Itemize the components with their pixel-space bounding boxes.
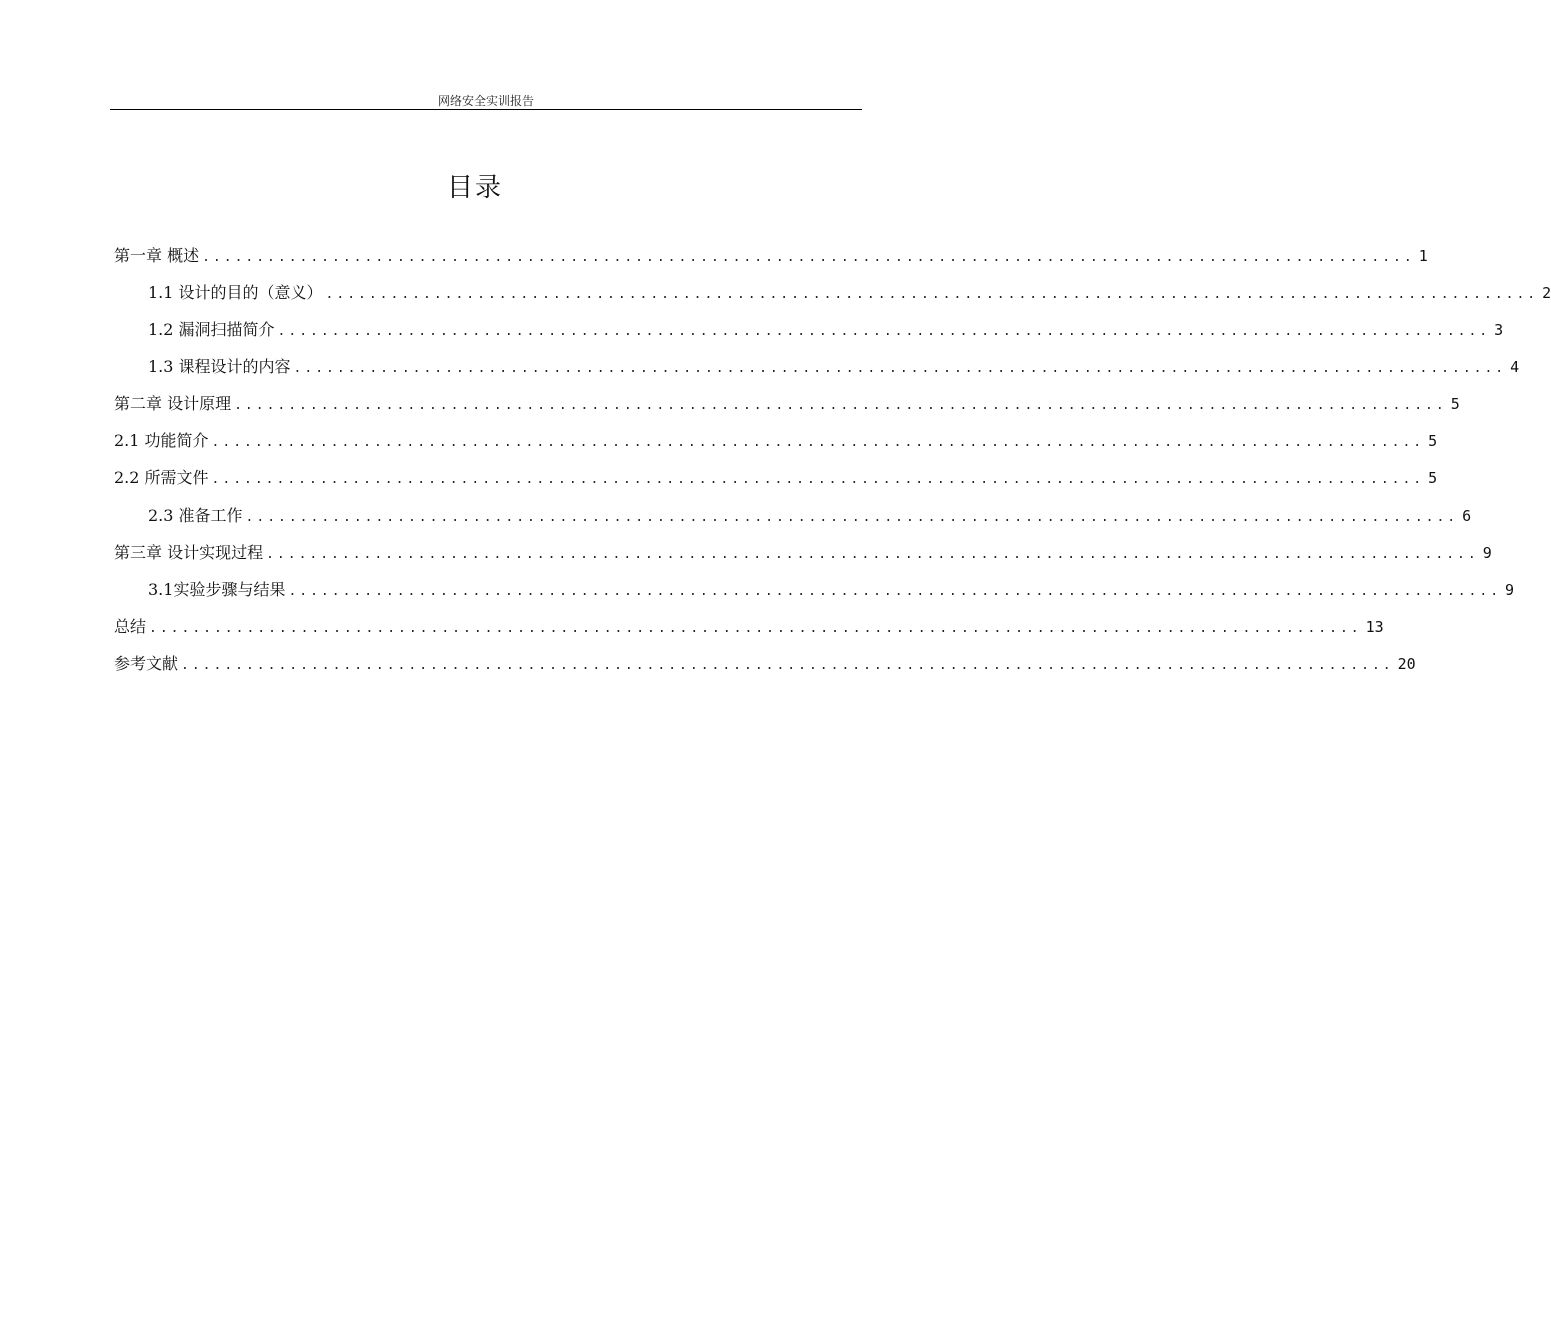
toc-entry-page: 1 — [1418, 247, 1428, 265]
toc-leader-dots: ................................................................................................................ — [288, 584, 1502, 599]
toc-leader-dots: ................................................................................................................ — [211, 435, 1425, 450]
toc-entry-label: 1.2 漏洞扫描简介 — [148, 320, 275, 339]
toc-entry[interactable] — [114, 243, 1428, 269]
toc-entry[interactable] — [114, 651, 1416, 677]
header-rule — [110, 109, 862, 110]
toc-leader-dots: ................................................................................................................ — [325, 287, 1539, 302]
toc-entry[interactable] — [148, 503, 1472, 529]
toc-entry[interactable] — [114, 465, 1438, 491]
toc-entry-label: 1.3 课程设计的内容 — [148, 357, 291, 376]
toc-entry-page: 20 — [1397, 655, 1416, 673]
toc-entry-page: 5 — [1428, 469, 1438, 487]
toc-entry-label: 第三章 设计实现过程 — [114, 543, 264, 562]
toc-leader-dots: ................................................................................................................ — [149, 621, 1362, 636]
toc-leader-dots: ................................................................................................................ — [202, 250, 1415, 265]
toc-entry-label: 参考文献 — [114, 654, 179, 673]
toc-entry-page: 5 — [1428, 432, 1438, 450]
toc-leader-dots: ................................................................................................................ — [245, 510, 1459, 525]
toc-entry-label: 2.1 功能简介 — [114, 431, 209, 450]
toc-entry-label: 2.3 准备工作 — [148, 506, 243, 525]
toc-leader-dots: ................................................................................................................ — [293, 361, 1507, 376]
toc-entry-label: 1.1 设计的目的（意义） — [148, 283, 323, 302]
toc-leader-dots: ................................................................................................................ — [211, 472, 1425, 487]
toc-entry[interactable] — [114, 540, 1492, 566]
toc-entry-label: 3.1实验步骤与结果 — [148, 580, 286, 599]
toc-leader-dots: ................................................................................................................ — [181, 658, 1394, 673]
toc-leader-dots: ................................................................................................................ — [266, 547, 1479, 562]
page-header: 网络安全实训报告 — [437, 94, 534, 108]
toc-leader-dots: ................................................................................................................ — [234, 398, 1447, 413]
toc-entry-page: 3 — [1494, 321, 1504, 339]
toc-title: 目录 — [446, 173, 503, 203]
toc-entry-page: 5 — [1450, 395, 1460, 413]
toc-entry-label: 第一章 概述 — [114, 246, 200, 265]
toc-entry-page: 9 — [1482, 544, 1492, 562]
toc-entry[interactable] — [148, 577, 1515, 603]
toc-entry-label: 总结 — [114, 617, 147, 636]
toc-entry-label: 第二章 设计原理 — [114, 394, 232, 413]
toc-entry[interactable] — [114, 614, 1384, 640]
toc-entry[interactable] — [114, 391, 1460, 417]
toc-entry-page: 6 — [1462, 507, 1472, 525]
toc-entry[interactable] — [114, 428, 1438, 454]
toc-leader-dots: ................................................................................................................ — [277, 324, 1491, 339]
toc-entry-page: 4 — [1510, 358, 1520, 376]
toc-entry-page: 9 — [1505, 581, 1515, 599]
toc-entry-page: 13 — [1365, 618, 1384, 636]
toc-entry[interactable] — [148, 354, 1520, 380]
toc-entry-page: 2 — [1542, 284, 1551, 302]
toc-entry[interactable] — [148, 280, 1551, 306]
toc-entry[interactable] — [148, 317, 1504, 343]
toc-entry-label: 2.2 所需文件 — [114, 468, 209, 487]
